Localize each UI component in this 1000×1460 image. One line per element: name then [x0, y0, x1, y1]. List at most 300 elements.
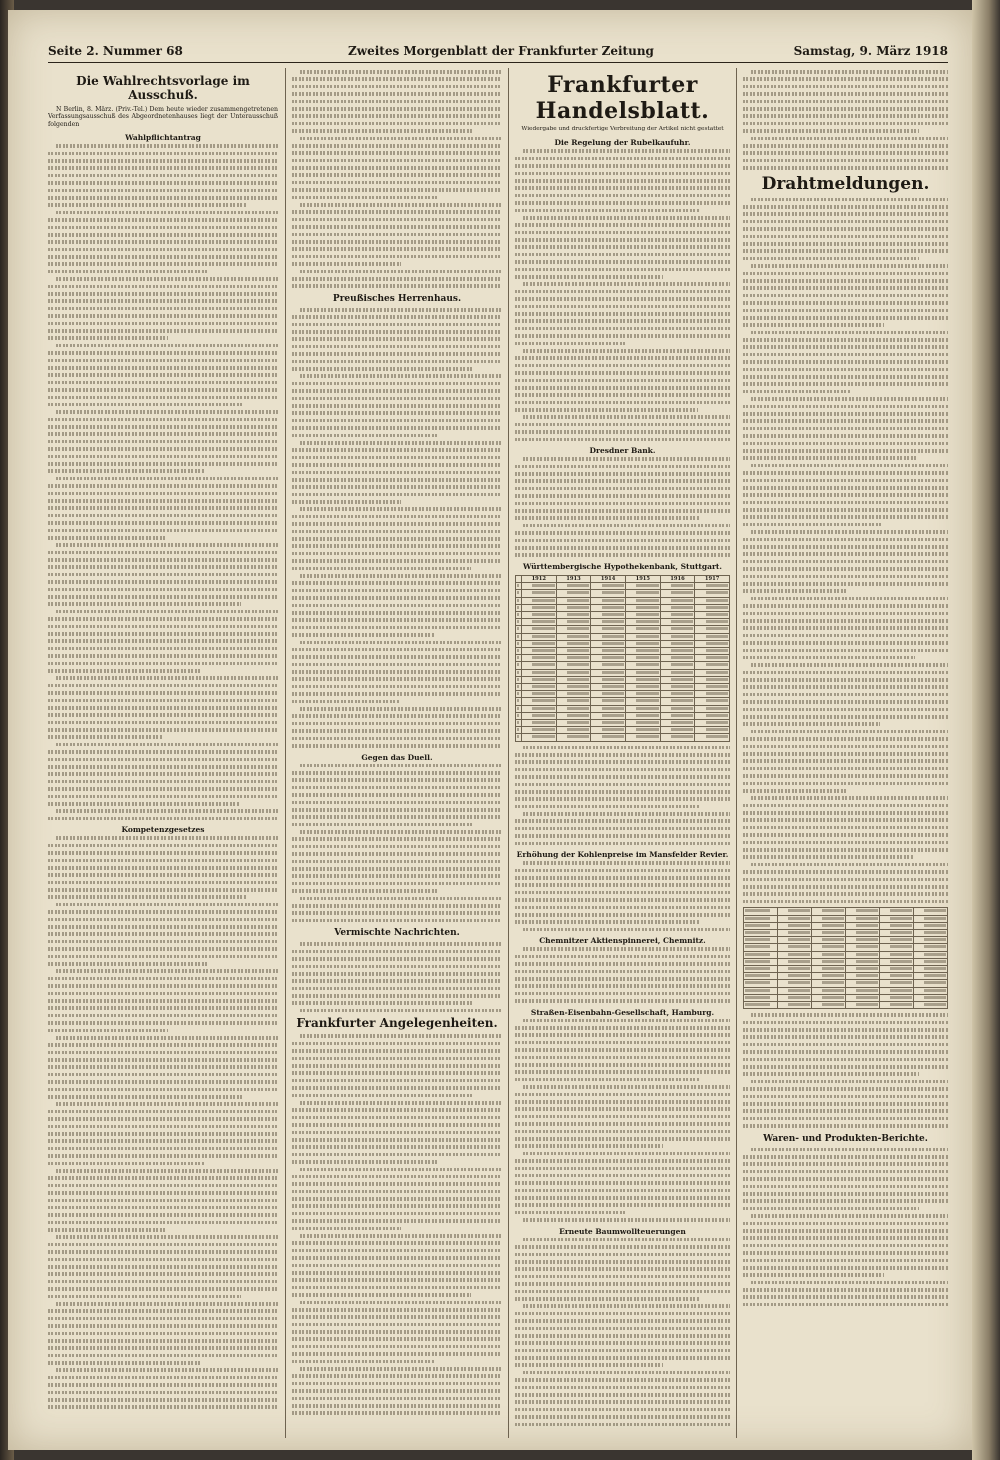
- print-line: [743, 804, 948, 808]
- print-line: [292, 1337, 502, 1341]
- print-line: [48, 580, 278, 584]
- table-cell: [521, 640, 556, 647]
- table-cell: [660, 619, 695, 626]
- print-line: [743, 841, 948, 845]
- table-cell: [591, 633, 626, 640]
- print-line: [743, 1295, 948, 1299]
- print-line: [48, 255, 278, 259]
- print-line: [48, 1132, 278, 1136]
- print-line: [48, 1110, 278, 1114]
- print-line: [523, 1371, 730, 1375]
- print-line: [523, 415, 730, 419]
- print-line: [48, 573, 278, 577]
- print-line: [48, 469, 204, 473]
- table-cell: [625, 597, 660, 604]
- print-line: [515, 819, 730, 823]
- table-cell: [591, 698, 626, 705]
- table-row: [516, 683, 730, 690]
- table-cell: [556, 640, 591, 647]
- table-cell: [778, 908, 812, 915]
- table-cell: [914, 980, 948, 987]
- print-line: [48, 1405, 278, 1409]
- print-line: [292, 604, 502, 608]
- print-line: [515, 238, 730, 242]
- market-table: [743, 907, 948, 1009]
- print-line: [515, 827, 730, 831]
- table-row: [516, 633, 730, 640]
- section-title: Frankfurter Handelsblatt.: [535, 72, 710, 124]
- print-line: [515, 201, 730, 205]
- print-line: [743, 1207, 919, 1211]
- article-body: [515, 149, 730, 441]
- print-line: [48, 955, 278, 959]
- print-line: [515, 1267, 730, 1271]
- table-cell: [591, 611, 626, 618]
- print-line: [523, 1304, 730, 1308]
- table-cell: [556, 698, 591, 705]
- print-line: [48, 270, 207, 274]
- print-line: [48, 285, 278, 289]
- print-line: [48, 940, 278, 944]
- print-line: [292, 1108, 502, 1112]
- print-line: [48, 396, 278, 400]
- table-cell: [778, 958, 812, 965]
- print-line: [48, 166, 278, 170]
- table-row: [744, 944, 948, 951]
- print-line: [743, 722, 880, 726]
- print-line: [48, 735, 163, 739]
- print-line: [48, 226, 278, 230]
- print-line: [292, 411, 502, 415]
- print-line: [743, 759, 948, 763]
- print-line: [300, 1301, 502, 1305]
- table-cell: [778, 966, 812, 973]
- print-line: [515, 1203, 730, 1207]
- print-line: [292, 1160, 437, 1164]
- table-cell: [880, 944, 914, 951]
- print-line: [48, 1154, 278, 1158]
- print-line: [292, 729, 502, 733]
- print-line: [48, 506, 278, 510]
- print-line: [48, 691, 278, 695]
- print-line: [743, 848, 948, 852]
- print-line: [48, 551, 278, 555]
- print-line: [48, 1346, 278, 1350]
- print-line: [292, 808, 502, 812]
- print-line: [292, 404, 502, 408]
- print-line: [292, 434, 437, 438]
- print-line: [743, 818, 948, 822]
- print-line: [292, 778, 502, 782]
- print-line: [515, 531, 730, 535]
- table-cell: [556, 619, 591, 626]
- print-line: [515, 1260, 730, 1264]
- table-cell: [556, 727, 591, 734]
- print-line: [515, 913, 730, 917]
- table-row: [516, 647, 730, 654]
- section-heading: Vermischte Nachrichten.: [334, 928, 460, 939]
- print-line: [48, 359, 278, 363]
- table-row: [744, 908, 948, 915]
- table-cell: [695, 619, 730, 626]
- print-line: [515, 371, 730, 375]
- table-cell: [695, 719, 730, 726]
- print-line: [292, 950, 502, 954]
- article-body: [743, 1148, 948, 1307]
- table-cell: [846, 908, 880, 915]
- table-cell: [846, 944, 880, 951]
- print-line: [743, 92, 948, 96]
- print-line: [48, 795, 278, 799]
- print-line: [743, 649, 948, 653]
- print-line: [515, 1386, 730, 1390]
- print-line: [48, 1280, 278, 1284]
- print-line: [743, 249, 948, 253]
- print-line: [48, 1088, 278, 1092]
- table-row: [516, 691, 730, 698]
- print-line: [743, 442, 948, 446]
- print-line: [300, 70, 502, 74]
- print-line: [292, 1204, 502, 1208]
- print-line: [515, 768, 730, 772]
- print-line: [48, 1287, 278, 1291]
- table-cell: [846, 958, 880, 965]
- table-cell: [695, 611, 730, 618]
- print-line: [56, 1102, 278, 1106]
- print-line: [743, 286, 948, 290]
- print-line: [292, 596, 502, 600]
- print-line: [515, 1122, 730, 1126]
- table-cell: [744, 937, 778, 944]
- table-cell: [521, 597, 556, 604]
- print-line: [48, 888, 278, 892]
- print-line: [743, 77, 948, 81]
- section-heading: Wahlpflichtantrag: [125, 133, 201, 143]
- print-line: [743, 1288, 948, 1292]
- table-cell: [880, 929, 914, 936]
- table-cell: [625, 712, 660, 719]
- table-cell: [521, 590, 556, 597]
- print-line: [515, 1349, 730, 1353]
- table-cell: [812, 987, 846, 994]
- print-line: [515, 1026, 730, 1030]
- print-line: [515, 842, 730, 846]
- print-line: [743, 1021, 948, 1025]
- table-cell: [880, 994, 914, 1001]
- print-line: [48, 1250, 278, 1254]
- print-line: [300, 374, 502, 378]
- print-line: [292, 107, 502, 111]
- print-line: [523, 282, 730, 286]
- table-row: [516, 662, 730, 669]
- print-line: [743, 434, 948, 438]
- print-line: [48, 851, 278, 855]
- print-line: [743, 1185, 948, 1189]
- print-line: [292, 1249, 502, 1253]
- table-cell: [695, 669, 730, 676]
- print-line: [743, 1244, 948, 1248]
- print-line: [515, 465, 730, 469]
- print-line: [743, 641, 948, 645]
- table-cell: [695, 727, 730, 734]
- print-line: [743, 1266, 948, 1270]
- print-line: [48, 521, 278, 525]
- print-line: [48, 772, 278, 776]
- print-line: [292, 611, 502, 615]
- table-cell: [695, 691, 730, 698]
- table-cell: [695, 590, 730, 597]
- table-row: [516, 698, 730, 705]
- print-line: [515, 546, 730, 550]
- print-line: [743, 1303, 948, 1307]
- table-cell: [846, 994, 880, 1001]
- print-line: [515, 260, 730, 264]
- table-row: [516, 611, 730, 618]
- table-cell: [521, 727, 556, 734]
- print-line: [743, 1192, 948, 1196]
- table-cell: [660, 719, 695, 726]
- print-line: [56, 676, 278, 680]
- print-line: [523, 524, 730, 528]
- print-line: [743, 449, 948, 453]
- print-line: [515, 1189, 730, 1193]
- table-cell: [625, 669, 660, 676]
- print-line: [292, 1153, 502, 1157]
- table-cell: [521, 669, 556, 676]
- table-row: [744, 929, 948, 936]
- print-line: [48, 196, 278, 200]
- table-cell: [625, 626, 660, 633]
- print-line: [292, 478, 502, 482]
- table-cell: [660, 662, 695, 669]
- table-row: [744, 987, 948, 994]
- print-line: [292, 233, 502, 237]
- table-cell: [521, 633, 556, 640]
- table-cell: [521, 604, 556, 611]
- table-cell: [625, 676, 660, 683]
- print-line: [743, 227, 948, 231]
- print-line: [292, 188, 502, 192]
- section-heading: Kompetenzgesetzes: [121, 825, 205, 835]
- print-line: [751, 397, 948, 401]
- table-cell: [880, 1002, 914, 1009]
- print-line: [743, 745, 948, 749]
- print-line: [515, 984, 730, 988]
- print-line: [743, 1095, 948, 1099]
- print-line: [515, 502, 730, 506]
- print-line: [292, 129, 473, 133]
- print-line: [48, 203, 246, 207]
- table-cell: [695, 633, 730, 640]
- print-line: [743, 1058, 948, 1062]
- print-line: [743, 870, 948, 874]
- print-line: [523, 812, 730, 816]
- table-cell: [521, 734, 556, 741]
- issue-date: Samstag, 9. März 1918: [793, 44, 948, 58]
- print-line: [292, 315, 502, 319]
- table-cell: [846, 922, 880, 929]
- print-line: [48, 1295, 241, 1299]
- table-cell: [880, 987, 914, 994]
- table-cell: [591, 597, 626, 604]
- page-number: Seite 2. Nummer 68: [48, 44, 183, 58]
- print-line: [48, 873, 278, 877]
- print-line: [743, 151, 948, 155]
- print-line: [48, 314, 278, 318]
- table-row: [744, 937, 948, 944]
- print-line: [743, 855, 913, 859]
- print-line: [743, 700, 948, 704]
- print-line: [515, 297, 730, 301]
- print-line: [743, 508, 948, 512]
- table-cell: [880, 966, 914, 973]
- print-line: [48, 262, 278, 266]
- print-line: [48, 292, 278, 296]
- table-cell: [660, 734, 695, 741]
- table-cell: [660, 597, 695, 604]
- table-cell: [744, 980, 778, 987]
- print-line: [48, 1184, 278, 1188]
- table-cell: [625, 611, 660, 618]
- print-line: [48, 918, 278, 922]
- print-line: [56, 743, 278, 747]
- print-line: [743, 301, 948, 305]
- column-divider: [508, 68, 509, 1438]
- year-header: 1917: [695, 575, 730, 582]
- print-line: [292, 515, 502, 519]
- print-line: [292, 1308, 502, 1312]
- print-line: [292, 144, 502, 148]
- table-cell: [556, 604, 591, 611]
- print-line: [523, 216, 730, 220]
- table-cell: [812, 922, 846, 929]
- print-line: [292, 648, 502, 652]
- print-line: [292, 389, 502, 393]
- table-cell: [846, 915, 880, 922]
- print-line: [48, 1258, 278, 1262]
- print-line: [48, 1332, 278, 1336]
- print-line: [48, 159, 278, 163]
- table-cell: [625, 683, 660, 690]
- table-cell: [846, 951, 880, 958]
- print-line: [515, 1130, 730, 1134]
- print-line: [48, 1029, 168, 1033]
- print-line: [292, 837, 502, 841]
- year-header: 1915: [625, 575, 660, 582]
- print-line: [515, 553, 730, 557]
- table-cell: [660, 604, 695, 611]
- table-cell: [521, 676, 556, 683]
- print-line: [515, 1159, 730, 1163]
- print-line: [48, 1021, 278, 1025]
- print-line: [292, 493, 502, 497]
- print-line: [300, 1168, 502, 1172]
- print-line: [515, 479, 730, 483]
- print-line: [743, 1109, 948, 1113]
- print-line: [292, 456, 502, 460]
- print-line: [292, 722, 502, 726]
- print-line: [515, 1115, 730, 1119]
- print-line: [515, 1167, 730, 1171]
- print-line: [292, 151, 502, 155]
- print-line: [751, 1214, 948, 1218]
- table-row: [516, 619, 730, 626]
- table-cell: [778, 973, 812, 980]
- table-cell: [778, 929, 812, 936]
- print-line: [515, 1275, 730, 1279]
- print-line: [292, 987, 502, 991]
- print-line: [48, 1191, 278, 1195]
- table-row: [516, 669, 730, 676]
- print-line: [743, 1087, 948, 1091]
- print-line: [743, 715, 948, 719]
- print-line: [743, 1177, 948, 1181]
- print-line: [515, 1211, 627, 1215]
- print-line: [515, 509, 730, 513]
- table-cell: [591, 655, 626, 662]
- table-cell: [625, 647, 660, 654]
- table-cell: [744, 908, 778, 915]
- print-line: [292, 1212, 502, 1216]
- print-line: [48, 617, 278, 621]
- print-line: [48, 802, 239, 806]
- table-row: [516, 655, 730, 662]
- table-cell: [591, 727, 626, 734]
- print-line: [292, 1278, 502, 1282]
- print-line: [48, 1272, 278, 1276]
- print-line: [743, 1072, 919, 1076]
- print-line: [743, 129, 919, 133]
- print-line: [743, 212, 948, 216]
- column-divider: [736, 68, 737, 1438]
- print-line: [48, 1125, 278, 1129]
- print-line: [292, 426, 502, 430]
- print-line: [523, 746, 730, 750]
- table-cell: [625, 633, 660, 640]
- print-line: [300, 1101, 502, 1105]
- print-line: [292, 1049, 502, 1053]
- print-line: [48, 351, 278, 355]
- table-cell: [812, 973, 846, 980]
- print-line: [292, 1175, 502, 1179]
- table-cell: [625, 719, 660, 726]
- print-line: [743, 405, 948, 409]
- print-line: [48, 1265, 278, 1269]
- print-line: [292, 994, 502, 998]
- table-cell: [695, 647, 730, 654]
- print-line: [300, 574, 502, 578]
- table-cell: [695, 705, 730, 712]
- print-line: [523, 457, 730, 461]
- print-line: [292, 1227, 401, 1231]
- print-line: [48, 721, 278, 725]
- print-line: [292, 1086, 502, 1090]
- print-line: [292, 972, 502, 976]
- table-cell: [591, 640, 626, 647]
- print-line: [743, 242, 948, 246]
- table-row: [516, 719, 730, 726]
- print-line: [292, 860, 502, 864]
- column-1: [48, 70, 278, 1440]
- table-row: [744, 973, 948, 980]
- print-line: [743, 693, 948, 697]
- print-line: [515, 783, 730, 787]
- print-line: [515, 1056, 730, 1060]
- table-cell: [914, 987, 948, 994]
- article-title: Die Wahlrechtsvorlage im Ausschuß.: [76, 74, 250, 102]
- print-line: [56, 144, 278, 148]
- print-line: [743, 456, 917, 460]
